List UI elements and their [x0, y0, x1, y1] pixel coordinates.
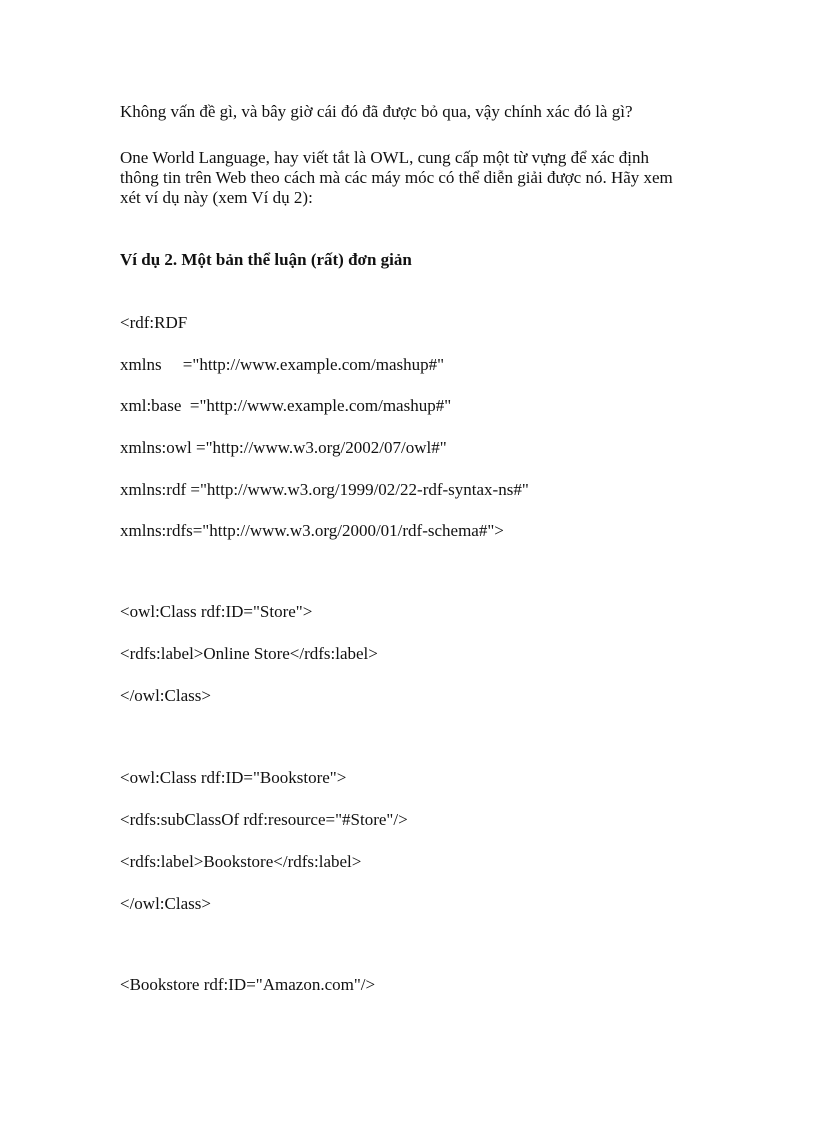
code-line: <Bookstore rdf:ID="Amazon.com"/> [120, 975, 376, 994]
intro-paragraph-line: thông tin trên Web theo cách mà các máy móc có thể diễn giải được nó. Hãy xem [120, 168, 673, 187]
code-line: <owl:Class rdf:ID="Store"> [120, 602, 313, 621]
code-line: <owl:Class rdf:ID="Bookstore"> [120, 768, 347, 787]
code-line: <rdfs:subClassOf rdf:resource="#Store"/> [120, 810, 408, 829]
code-line: <rdf:RDF [120, 313, 188, 332]
code-line: </owl:Class> [120, 686, 211, 705]
code-line: xmlns:rdf ="http://www.w3.org/1999/02/22-rdf-syntax-ns#" [120, 480, 529, 499]
intro-question: Không vấn đề gì, và bây giờ cái đó đã được bỏ qua, vậy chính xác đó là gì? [120, 102, 633, 121]
code-line: xmlns ="http://www.example.com/mashup#" [120, 355, 445, 374]
code-line: </owl:Class> [120, 894, 211, 913]
code-line: <rdfs:label>Bookstore</rdfs:label> [120, 852, 362, 871]
example-heading: Ví dụ 2. Một bản thể luận (rất) đơn giản [120, 250, 412, 269]
code-line: xmlns:owl ="http://www.w3.org/2002/07/owl#" [120, 438, 447, 457]
code-line: xmlns:rdfs="http://www.w3.org/2000/01/rdf-schema#"> [120, 521, 504, 540]
intro-paragraph-line: xét ví dụ này (xem Ví dụ 2): [120, 188, 313, 207]
code-line: <rdfs:label>Online Store</rdfs:label> [120, 644, 378, 663]
code-line: xml:base ="http://www.example.com/mashup#" [120, 396, 452, 415]
intro-paragraph-line: One World Language, hay viết tắt là OWL, cung cấp một từ vựng để xác định [120, 148, 649, 167]
